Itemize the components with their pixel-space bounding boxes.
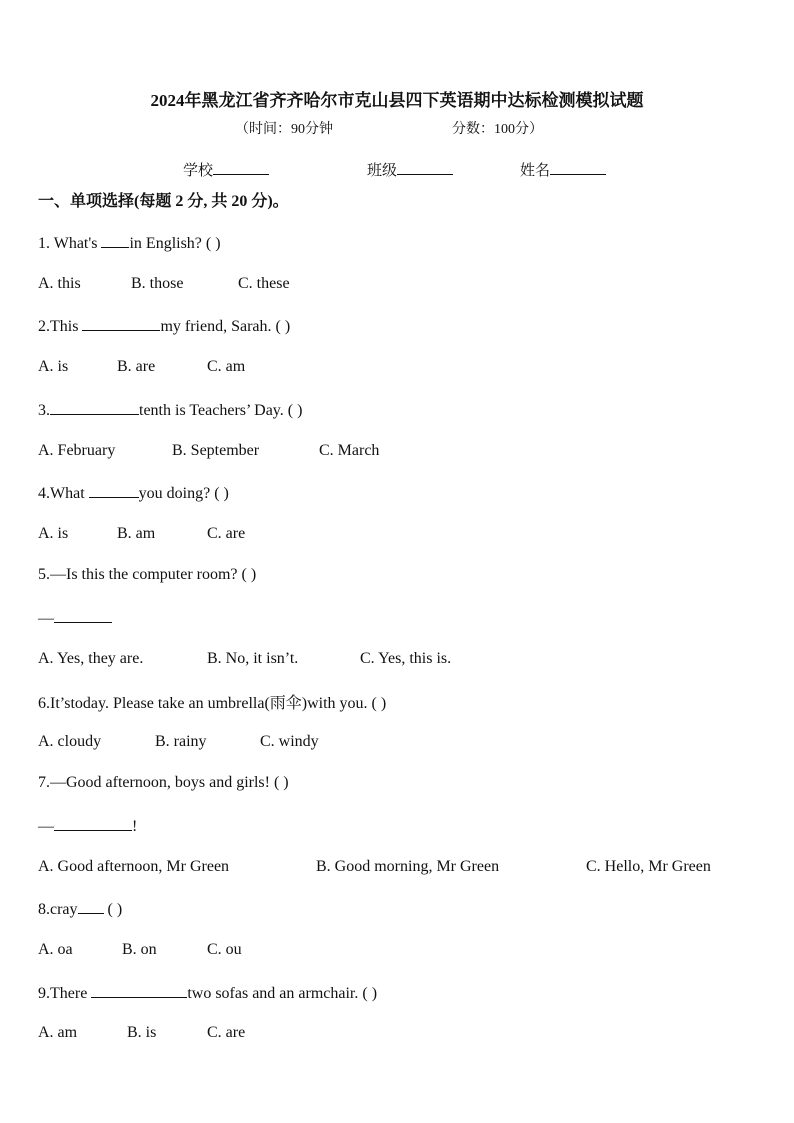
question-text: 6.It’stoday. Please take an umbrella(雨伞)with you. ( ) <box>38 695 387 712</box>
option[interactable]: A. oa <box>38 941 73 958</box>
name-field <box>520 159 606 180</box>
reply-end: ! <box>132 818 138 835</box>
exam-score: 分数：100分） <box>452 122 543 137</box>
answer-blank[interactable] <box>54 816 132 831</box>
option[interactable]: A. is <box>38 525 69 542</box>
class-blank[interactable] <box>397 160 453 175</box>
answer-blank[interactable] <box>78 899 104 914</box>
question-text: 4.What <box>38 485 89 502</box>
question-text: 8.cray <box>38 901 78 918</box>
class-field <box>367 159 453 180</box>
reply-dash: — <box>38 818 54 835</box>
option[interactable]: C. Hello, Mr Green <box>586 858 711 875</box>
question-text: 1. What's <box>38 235 102 252</box>
section-title: 一、单项选择(每题 2 分, 共 20 分)。 <box>38 193 289 210</box>
option[interactable]: B. on <box>122 941 157 958</box>
option[interactable]: C. are <box>207 525 246 542</box>
question-text: my friend, Sarah. ( ) <box>160 318 291 335</box>
question-3 <box>38 400 302 420</box>
answer-blank[interactable] <box>89 483 139 498</box>
exam-time: （时间：90分钟 <box>235 122 333 137</box>
option[interactable]: B. those <box>131 275 184 292</box>
answer-blank[interactable] <box>101 233 129 248</box>
question-text: 3. <box>38 402 50 419</box>
question-text: you doing? ( ) <box>138 485 229 502</box>
question-9 <box>38 983 377 1003</box>
name-blank[interactable] <box>550 160 606 175</box>
question-text: two sofas and an armchair. ( ) <box>187 985 378 1002</box>
option[interactable]: C. March <box>319 442 380 459</box>
question-text: in English? ( ) <box>129 235 221 252</box>
question-7 <box>38 774 289 792</box>
question-4 <box>38 483 229 503</box>
question-8 <box>38 899 122 919</box>
question-2 <box>38 316 290 336</box>
option[interactable]: C. windy <box>260 733 319 750</box>
option[interactable]: A. am <box>38 1024 78 1041</box>
option[interactable]: C. ou <box>207 941 242 958</box>
option[interactable]: B. am <box>117 525 156 542</box>
answer-blank[interactable] <box>91 983 187 998</box>
answer-blank[interactable] <box>50 400 139 415</box>
option[interactable]: A. Good afternoon, Mr Green <box>38 858 230 875</box>
reply-line <box>38 816 137 836</box>
option[interactable]: B. are <box>117 358 156 375</box>
option[interactable]: A. is <box>38 358 69 375</box>
option[interactable]: A. cloudy <box>38 733 102 750</box>
class-label: 班级 <box>367 163 398 179</box>
reply-dash: — <box>38 610 54 627</box>
question-text: ( ) <box>103 901 123 918</box>
name-label: 姓名 <box>520 163 551 179</box>
question-5 <box>38 566 256 584</box>
option[interactable]: A. this <box>38 275 81 292</box>
answer-blank[interactable] <box>82 316 160 331</box>
question-text: 9.There <box>38 985 92 1002</box>
question-text: tenth is Teachers’ Day. ( ) <box>139 402 303 419</box>
option[interactable]: C. am <box>207 358 246 375</box>
option[interactable]: C. these <box>238 275 290 292</box>
option[interactable]: B. September <box>172 442 260 459</box>
option[interactable]: B. No, it isn’t. <box>207 650 299 667</box>
question-text: 5.—Is this the computer room? ( ) <box>38 566 257 583</box>
question-text: 7.—Good afternoon, boys and girls! ( ) <box>38 774 289 791</box>
option[interactable]: B. is <box>127 1024 157 1041</box>
answer-blank[interactable] <box>54 608 112 623</box>
question-text: 2.This <box>38 318 83 335</box>
option[interactable]: A. Yes, they are. <box>38 650 144 667</box>
question-6 <box>38 690 386 713</box>
school-blank[interactable] <box>213 160 269 175</box>
option[interactable]: C. are <box>207 1024 246 1041</box>
option[interactable]: C. Yes, this is. <box>360 650 452 667</box>
question-1 <box>38 233 221 253</box>
reply-line <box>38 608 112 628</box>
option[interactable]: B. Good morning, Mr Green <box>316 858 500 875</box>
school-label: 学校 <box>183 163 214 179</box>
page-title: 2024年黑龙江省齐齐哈尔市克山县四下英语期中达标检测模拟试题 <box>150 91 644 110</box>
school-field <box>183 159 269 180</box>
option[interactable]: B. rainy <box>155 733 207 750</box>
option[interactable]: A. February <box>38 442 116 459</box>
